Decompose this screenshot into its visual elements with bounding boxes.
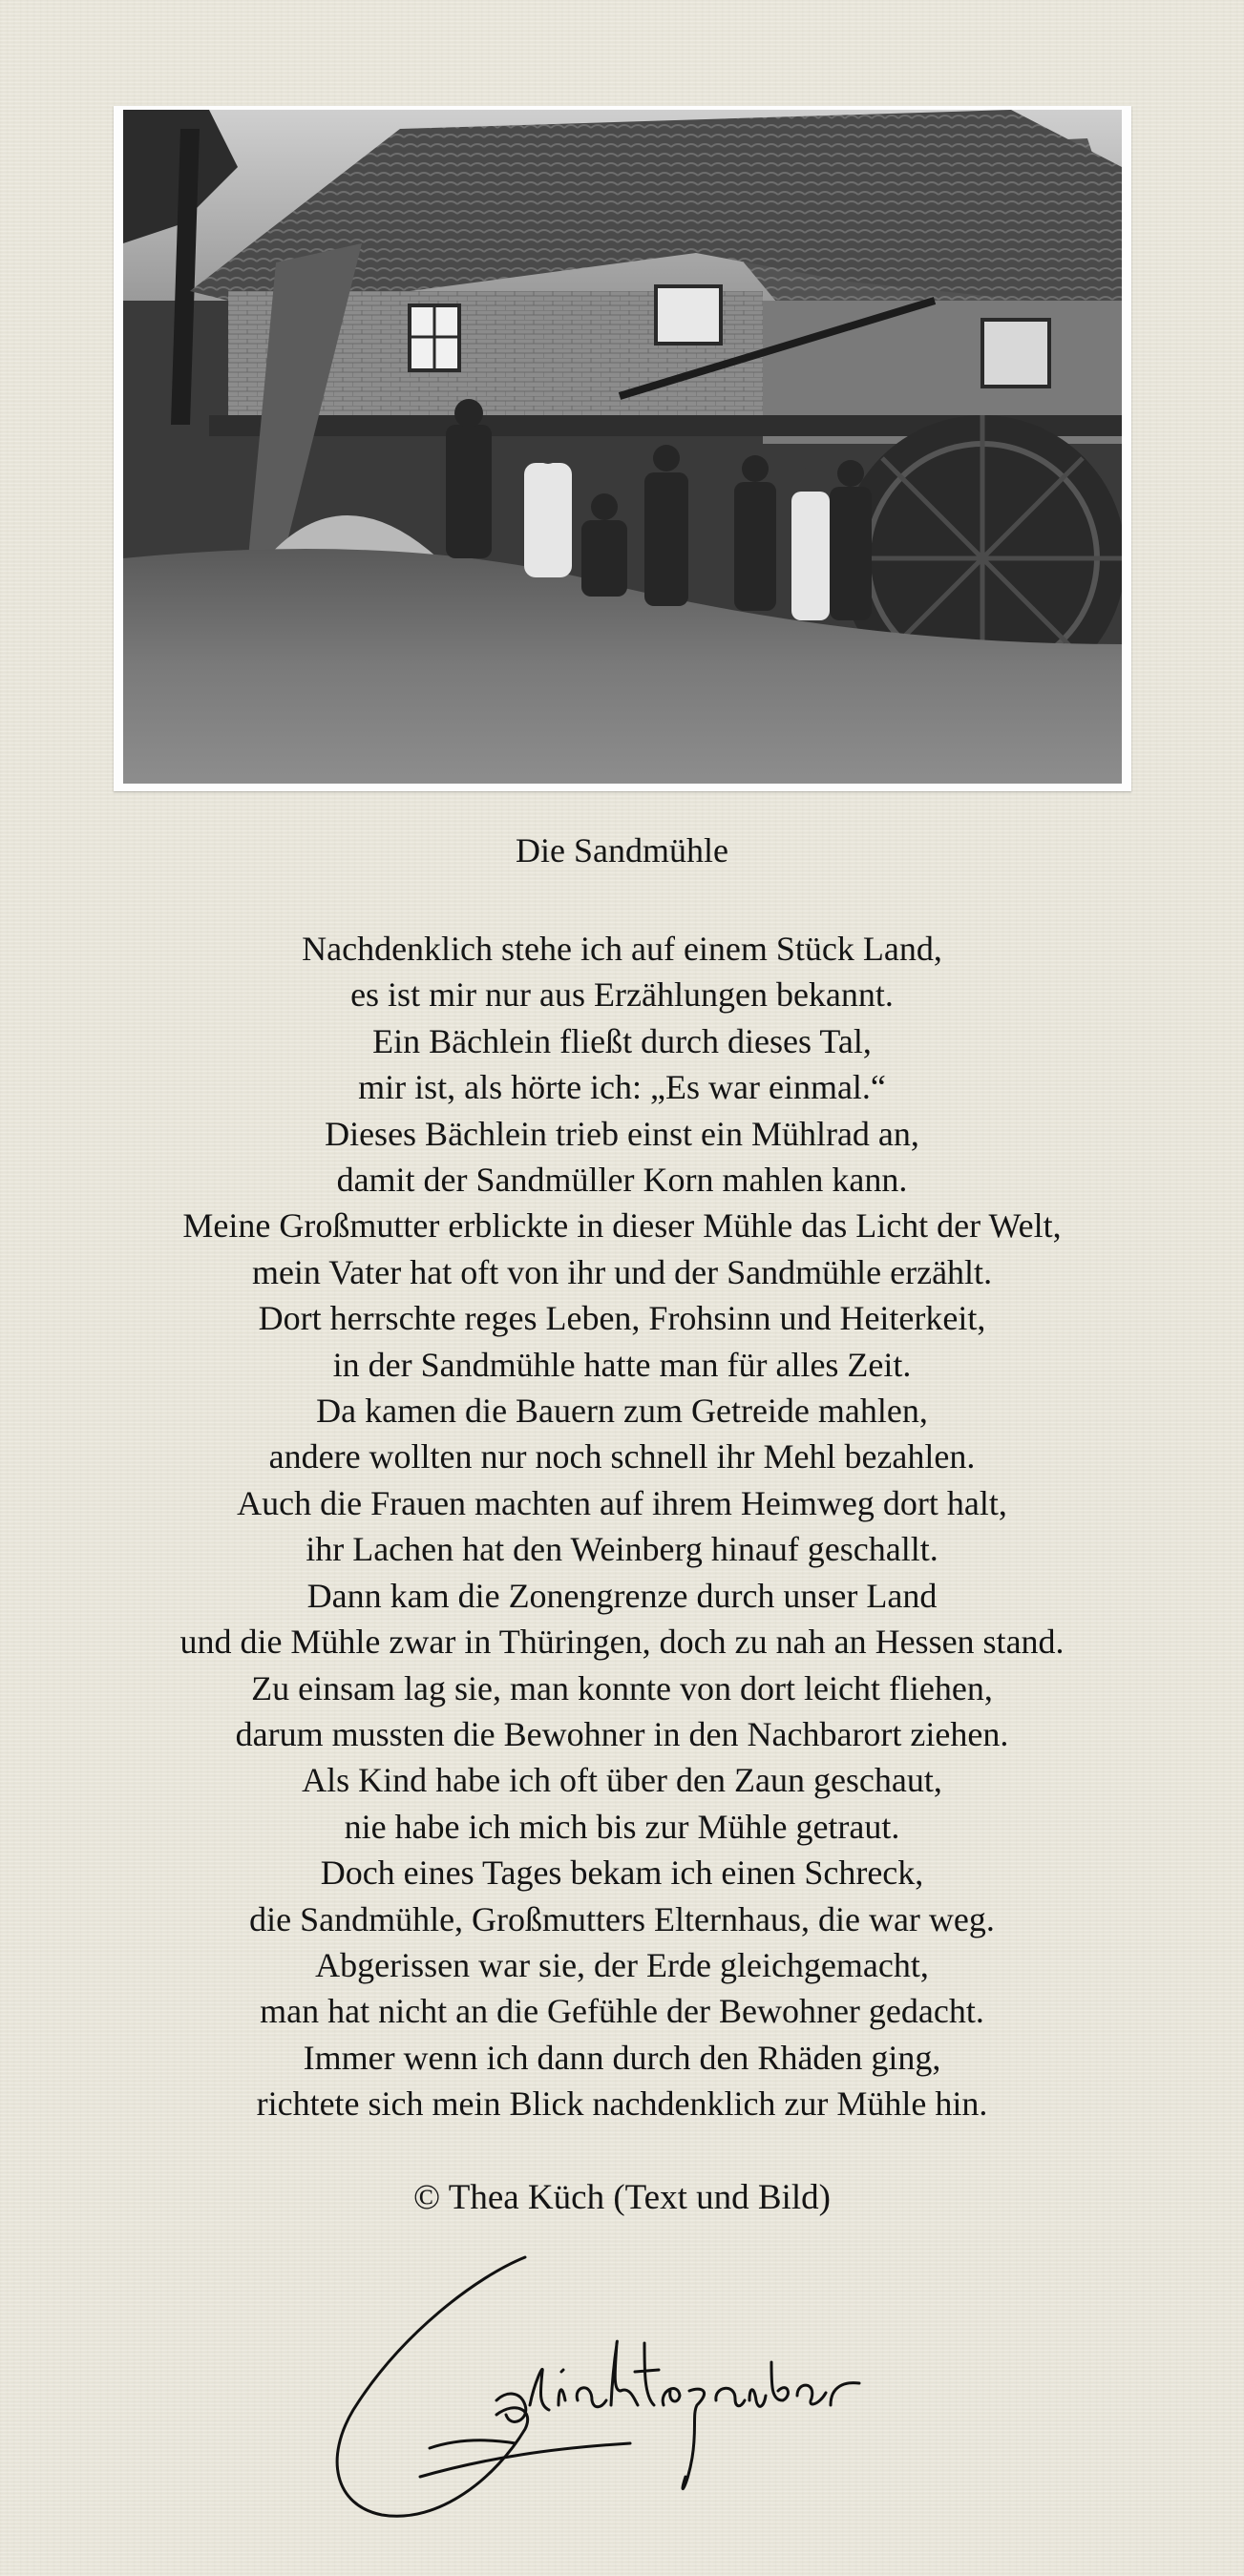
poem-line: Auch die Frauen machten auf ihrem Heimweg dort halt, — [237, 1483, 1007, 1522]
poem-line: ihr Lachen hat den Weinberg hinauf geschallt. — [306, 1530, 938, 1569]
poem-line: darum mussten die Bewohner in den Nachbarort ziehen. — [235, 1714, 1009, 1753]
mill-photo-image — [123, 110, 1122, 784]
poem-line: die Sandmühle, Großmutters Elternhaus, die war weg. — [249, 1899, 995, 1938]
poem-line: richtete sich mein Blick nachdenklich zur Mühle hin. — [256, 2084, 988, 2124]
poem-line: andere wollten nur noch schnell ihr Mehl bezahlen. — [268, 1437, 976, 1476]
poem-line: Ein Bächlein fließt durch dieses Tal, — [372, 1021, 872, 1060]
copyright-line: © Thea Küch (Text und Bild) — [413, 2178, 831, 2217]
poem-line: Dieses Bächlein trieb einst ein Mühlrad an, — [325, 1114, 919, 1153]
poem-line: mir ist, als hörte ich: „Es war einmal.“ — [358, 1068, 886, 1107]
poem-line: Zu einsam lag sie, man konnte von dort leicht fliehen, — [251, 1668, 993, 1707]
poem-line: Doch eines Tages bekam ich einen Schreck, — [320, 1853, 924, 1893]
poem-line: nie habe ich mich bis zur Mühle getraut. — [344, 1807, 900, 1846]
signature-script-icon — [315, 2248, 907, 2534]
poem-line: und die Mühle zwar in Thüringen, doch zu nah an Hessen stand. — [179, 1623, 1065, 1662]
poem-line: Meine Großmutter erblickte in dieser Mühle das Licht der Welt, — [182, 1206, 1062, 1246]
poem-line: mein Vater hat oft von ihr und der Sandmühle erzählt. — [251, 1252, 993, 1291]
poem-line: Dort herrschte reges Leben, Frohsinn und Heiterkeit, — [258, 1299, 986, 1338]
signature-logo — [315, 2248, 907, 2539]
poem-line: Da kamen die Bauern zum Getreide mahlen, — [316, 1392, 928, 1431]
poem-line: Als Kind habe ich oft über den Zaun geschaut, — [302, 1761, 942, 1800]
poem-line: Dann kam die Zonengrenze durch unser Land — [306, 1576, 938, 1615]
poem-body — [0, 926, 1244, 2127]
poem-line: es ist mir nur aus Erzählungen bekannt. — [350, 975, 894, 1015]
poem-line: Nachdenklich stehe ich auf einem Stück Land, — [302, 930, 942, 968]
poem-line: in der Sandmühle hatte man für alles Zeit. — [332, 1345, 912, 1384]
poem-line: man hat nicht an die Gefühle der Bewohner gedacht. — [260, 1992, 984, 2031]
poem-line: damit der Sandmüller Korn mahlen kann. — [336, 1161, 908, 1200]
poem-line: Immer wenn ich dann durch den Rhäden ging, — [303, 2038, 941, 2077]
mill-photograph — [114, 106, 1131, 791]
poem-line: Abgerissen war sie, der Erde gleichgemacht, — [315, 1945, 929, 1984]
poem-title: Die Sandmühle — [516, 831, 728, 869]
